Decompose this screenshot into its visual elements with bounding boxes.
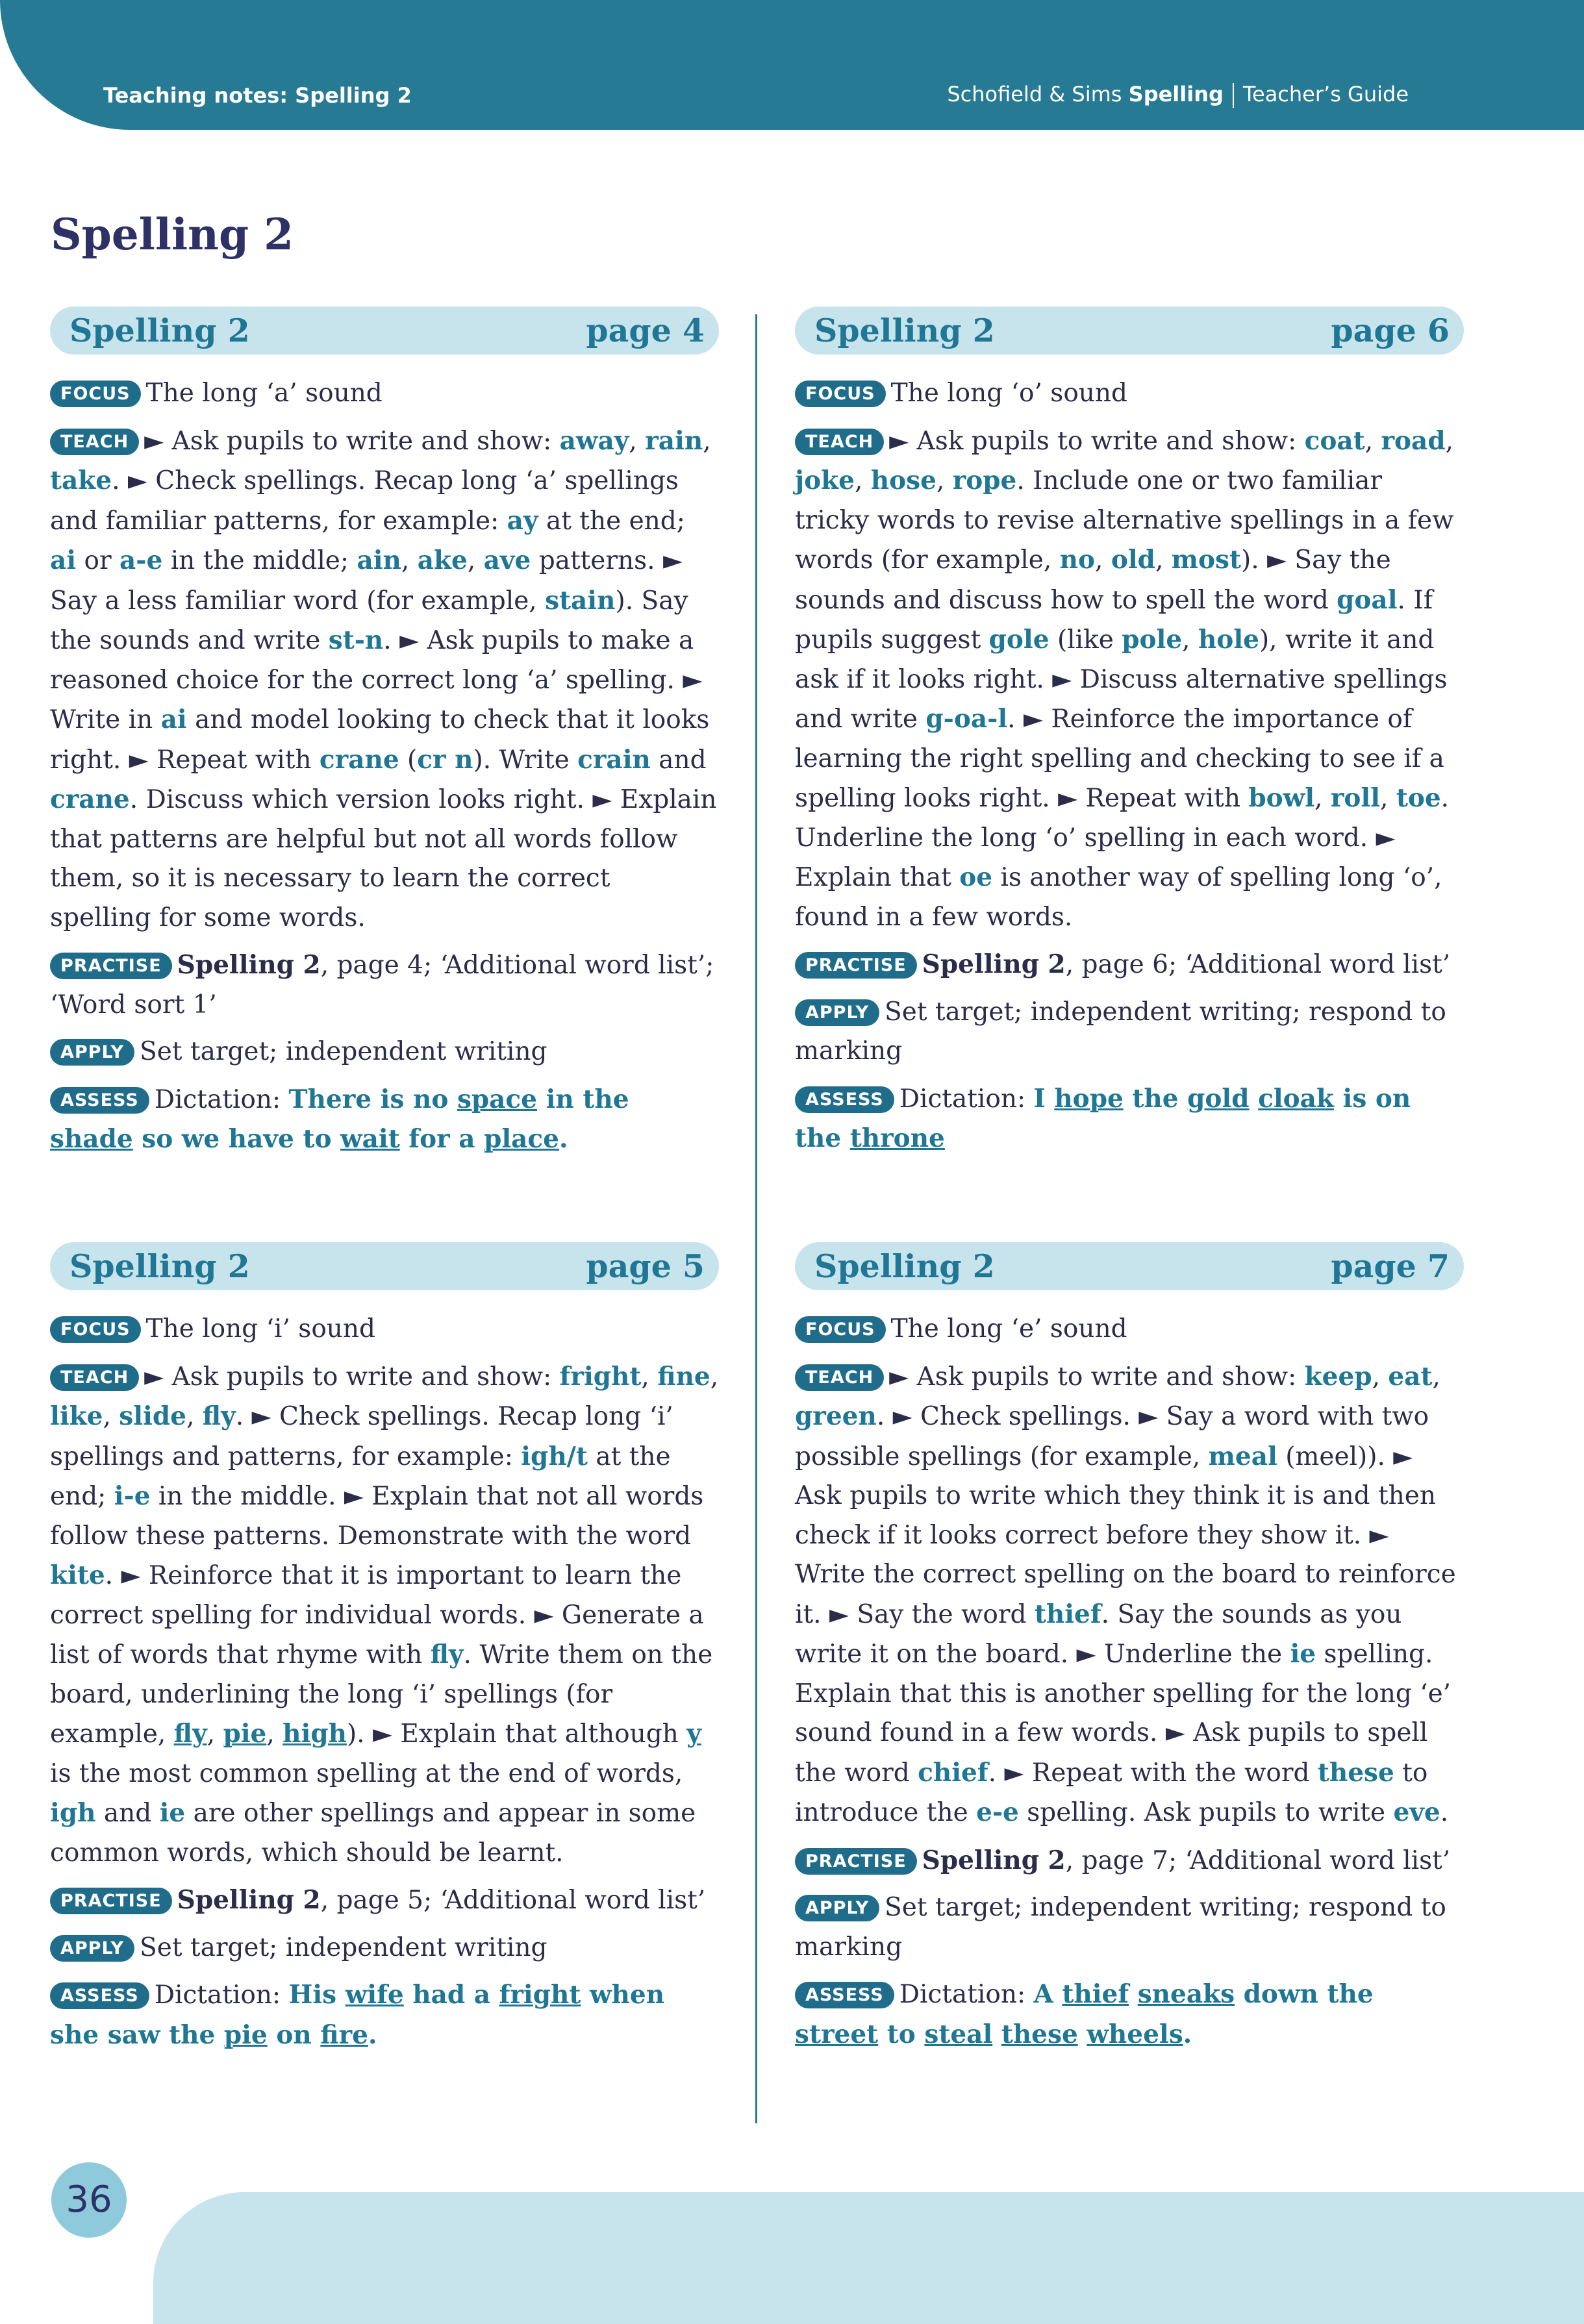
keyword: goal — [1337, 584, 1398, 615]
text-run: , — [710, 1362, 719, 1392]
section-page-ref: page 6 — [1331, 312, 1450, 349]
text-run: . Say the sounds as you write it on the board. ► Underline the — [795, 1599, 1402, 1669]
focus-badge: FOCUS — [795, 381, 886, 407]
keyword: gold — [1187, 1083, 1250, 1114]
text-run: . ► Reinforce the importance of learning the right spelling and checking to see if a spelling looks right. ► Repeat with — [795, 705, 1444, 813]
keyword: steal — [924, 2019, 993, 2049]
column-divider — [755, 314, 757, 2123]
teach-badge: TEACH — [50, 429, 139, 455]
section-header-pill — [50, 306, 719, 355]
text-run: , — [186, 1402, 203, 1431]
apply-badge: APPLY — [50, 1935, 134, 1962]
text-run: . ► Check spellings. ► Say a word with two possible spellings (for example, — [795, 1402, 1429, 1471]
focus-text: The long ‘i’ sound — [145, 1314, 375, 1343]
keyword: bowl — [1248, 783, 1315, 813]
keyword: i-e — [114, 1481, 151, 1511]
header-guide: Teacher’s Guide — [1242, 82, 1409, 106]
keyword: His — [288, 1980, 346, 2010]
text-run: , — [1372, 1362, 1389, 1392]
text-run: , page 7; ‘Additional word list’ — [1065, 1845, 1451, 1875]
keyword: . — [1183, 2019, 1192, 2049]
text-run: , — [629, 426, 646, 456]
apply-badge: APPLY — [795, 999, 879, 1026]
teach-badge: TEACH — [795, 429, 884, 455]
text-run: ). ► Say the sounds and discuss how to spell the word — [795, 545, 1391, 615]
keyword: so we have to — [132, 1124, 341, 1154]
keyword: ai — [160, 705, 187, 734]
header-band — [0, 0, 1584, 130]
text-run: Dictation: — [154, 1084, 289, 1114]
keyword: y — [686, 1719, 701, 1749]
keyword: A — [1033, 1979, 1062, 2009]
keyword: these — [1001, 2019, 1078, 2049]
text-run: , — [703, 426, 711, 456]
assess-row — [50, 1975, 719, 2055]
apply-row — [795, 1888, 1464, 1967]
text-run: is another way of spelling long ‘o’, found in a few words. — [795, 863, 1442, 932]
keyword: a-e — [119, 545, 163, 575]
teach-row — [50, 1357, 719, 1873]
keyword: in the — [537, 1084, 629, 1114]
text-run: . — [1440, 1798, 1449, 1827]
keyword: g-oa-l — [925, 704, 1008, 734]
keyword: eve — [1393, 1797, 1440, 1827]
apply-row — [795, 993, 1464, 1071]
section-title: Spelling 2 — [69, 312, 250, 349]
keyword: fine — [657, 1361, 710, 1392]
keyword: hose — [870, 466, 937, 495]
section-title: Spelling 2 — [814, 1247, 995, 1285]
book-title: Spelling 2 — [922, 949, 1066, 979]
keyword — [1078, 2019, 1087, 2049]
text-run: ( — [399, 745, 418, 775]
text-run: , — [1314, 784, 1331, 813]
keyword: . — [368, 2019, 377, 2050]
section-header-pill — [795, 306, 1464, 355]
keyword: crain — [577, 744, 651, 775]
text-run: . ► Check spellings. Recap long ‘i’ spellings and patterns, for example: — [50, 1402, 673, 1471]
keyword: fright — [559, 1361, 642, 1392]
practise-row — [50, 1880, 719, 1921]
keyword: gole — [988, 625, 1050, 655]
apply-row — [50, 1929, 719, 1968]
text-run: or — [76, 546, 120, 575]
keyword: for a — [399, 1124, 484, 1154]
text-run: to introduce the — [795, 1758, 1428, 1827]
keyword: street — [795, 2019, 879, 2049]
keyword: pie — [223, 2019, 268, 2050]
section-page-5 — [50, 1242, 719, 2063]
focus-badge: FOCUS — [50, 1316, 141, 1343]
practise-row — [50, 945, 719, 1025]
text-run: , — [1095, 545, 1111, 575]
text-run: , — [1182, 625, 1198, 655]
keyword: ave — [483, 545, 531, 575]
keyword: wife — [345, 1980, 404, 2010]
text-run: , — [936, 466, 953, 495]
keyword: meal — [1208, 1441, 1277, 1471]
keyword: cloak — [1258, 1083, 1334, 1114]
keyword: fly — [202, 1401, 236, 1431]
practise-row — [795, 945, 1464, 985]
practise-badge: PRACTISE — [795, 952, 917, 979]
keyword: oe — [959, 862, 993, 892]
text-run: . Write them on the board, underlining the long ‘i’ spellings (for example, — [50, 1640, 713, 1749]
text-run: , — [103, 1402, 119, 1431]
keyword: eat — [1388, 1361, 1433, 1392]
keyword: ake — [417, 545, 468, 575]
book-title: Spelling 2 — [922, 1845, 1066, 1875]
assess-badge: ASSESS — [795, 1086, 894, 1113]
header-separator — [1233, 83, 1234, 108]
keyword: ie — [1290, 1639, 1316, 1669]
text-run: is the most common spelling at the end of words, — [50, 1758, 683, 1788]
teach-badge: TEACH — [795, 1364, 884, 1391]
keyword: igh/t — [521, 1441, 588, 1471]
focus-badge: FOCUS — [795, 1316, 886, 1343]
keyword: pie — [223, 1719, 267, 1749]
keyword: like — [50, 1401, 103, 1431]
text-run: , page 6; ‘Additional word list’ — [1065, 950, 1451, 979]
keyword: is on the — [795, 1083, 1411, 1153]
text-run: ). ► Explain that although — [346, 1719, 687, 1749]
focus-row — [795, 1310, 1464, 1349]
assess-badge: ASSESS — [795, 1982, 894, 2008]
keyword: the — [1123, 1083, 1188, 1114]
text-run: and model looking to check that it looks right. ► Repeat with — [50, 705, 710, 775]
keyword: hope — [1054, 1083, 1124, 1114]
section-page-4 — [50, 306, 719, 1168]
practise-badge: PRACTISE — [795, 1848, 917, 1875]
assess-badge: ASSESS — [50, 1087, 149, 1114]
assess-badge: ASSESS — [50, 1982, 149, 2009]
practise-row — [795, 1841, 1464, 1881]
book-title: Spelling 2 — [177, 1885, 321, 1915]
keyword: fire — [320, 2019, 368, 2050]
header-brand-bold: Spelling — [1128, 82, 1224, 106]
keyword: joke — [795, 466, 855, 495]
keyword: hole — [1198, 625, 1259, 655]
keyword: . — [559, 1124, 568, 1154]
focus-row — [50, 374, 719, 414]
keyword: pole — [1122, 625, 1183, 655]
section-title: Spelling 2 — [69, 1247, 250, 1285]
keyword: kite — [50, 1560, 105, 1590]
text-run: ), write it and ask if it looks right. ► Discuss alternative spellings and write — [795, 625, 1448, 734]
page-title: Spelling 2 — [51, 209, 294, 260]
teach-badge: TEACH — [50, 1364, 139, 1391]
text-run: Dictation: — [899, 1980, 1034, 2009]
keyword: ain — [357, 545, 401, 575]
text-run: ► Ask pupils to write and show: — [144, 1362, 560, 1392]
book-title: Spelling 2 — [177, 950, 321, 980]
text-run: Set target; independent writing — [140, 1037, 547, 1066]
keyword: throne — [849, 1123, 945, 1153]
focus-text: The long ‘a’ sound — [145, 379, 383, 408]
section-title: Spelling 2 — [814, 312, 995, 349]
keyword: most — [1171, 545, 1241, 575]
keyword: to — [878, 2019, 925, 2049]
keyword: I — [1033, 1083, 1055, 1114]
text-run: , — [641, 1362, 658, 1392]
text-run: . Include one or two familiar tricky words to revise alternative spellings in a few words (for example, — [795, 466, 1454, 575]
text-run: , page 4; ‘Additional word list’; ‘Word sort 1’ — [50, 951, 714, 1019]
keyword: wait — [340, 1124, 400, 1154]
text-run: spelling. Ask pupils to write — [1018, 1798, 1394, 1827]
keyword: stain — [545, 585, 616, 616]
keyword: away — [559, 425, 629, 456]
text-run: patterns. ► Say a less familiar word (for example, — [50, 546, 683, 616]
text-run: spelling. Explain that this is another spelling for the long ‘e’ sound found in a few words. ► Ask pupils to spell the word — [795, 1640, 1452, 1788]
keyword: chief — [918, 1757, 988, 1788]
section-page-ref: page 7 — [1331, 1247, 1450, 1285]
practise-badge: PRACTISE — [50, 1888, 172, 1914]
apply-row — [50, 1032, 719, 1072]
text-run: , page 5; ‘Additional word list’ — [320, 1886, 706, 1915]
keyword: had a — [403, 1980, 499, 2010]
assess-row — [50, 1080, 719, 1160]
focus-text: The long ‘e’ sound — [890, 1314, 1127, 1343]
text-run: (meel)). ► Ask pupils to write which they think it is and then check if it looks correct before they show it. ► Write the correct spelling on the board to reinforce it. ► Say the word — [795, 1442, 1456, 1629]
teach-row — [50, 421, 719, 938]
keyword: slide — [119, 1401, 186, 1431]
keyword: e-e — [976, 1797, 1019, 1827]
text-run: and — [95, 1799, 160, 1828]
text-run: Set target; independent writing — [140, 1932, 547, 1962]
keyword: There is no — [288, 1084, 457, 1114]
text-run: . ► Ask pupils to make a reasoned choice for the correct long ‘a’ spelling. ► Write in — [50, 626, 703, 734]
keyword: green — [795, 1401, 877, 1431]
keyword: ie — [159, 1798, 186, 1828]
keyword: down the — [1235, 1979, 1374, 2009]
text-run: Dictation: — [154, 1980, 289, 2010]
assess-row — [795, 1975, 1464, 2055]
text-run: in the middle. ► Explain that not all words follow these patterns. Demonstrate with the word — [50, 1482, 704, 1551]
text-run: . ► Check spellings. Recap long ‘a’ spellings and familiar patterns, for example: — [50, 466, 679, 536]
text-run: ► Ask pupils to write and show: — [144, 426, 560, 456]
text-run: are other spellings and appear in some common words, which should be learnt. — [50, 1799, 696, 1868]
keyword: space — [457, 1084, 537, 1114]
text-run: , — [1445, 426, 1453, 456]
keyword: roll — [1330, 783, 1381, 813]
keyword: crane — [50, 784, 130, 814]
apply-badge: APPLY — [795, 1895, 879, 1921]
text-run: and — [650, 745, 707, 775]
keyword: st-n — [328, 625, 384, 655]
text-run: , — [266, 1719, 283, 1749]
keyword: sneaks — [1137, 1979, 1235, 2009]
keyword: ay — [507, 505, 538, 536]
keyword: keep — [1304, 1361, 1372, 1392]
assess-row — [795, 1079, 1464, 1159]
keyword: thief — [1034, 1599, 1101, 1629]
keyword: rain — [645, 425, 703, 456]
text-run: . Underline the long ‘o’ spelling in each word. ► Explain that — [795, 784, 1450, 892]
keyword: no — [1059, 545, 1096, 575]
keyword: high — [283, 1719, 347, 1749]
keyword: fly — [173, 1719, 207, 1749]
header-section-title: Teaching notes: Spelling 2 — [103, 83, 412, 108]
focus-row — [795, 374, 1464, 414]
text-run: ► Ask pupils to write and show: — [889, 426, 1305, 456]
teach-row — [795, 1357, 1464, 1833]
keyword: cr n — [417, 744, 473, 775]
keyword: rope — [952, 466, 1017, 495]
keyword: old — [1111, 545, 1155, 575]
section-page-ref: page 5 — [586, 1247, 705, 1285]
text-run: ► Ask pupils to write and show: — [889, 1362, 1305, 1392]
text-run: , — [401, 546, 418, 575]
focus-badge: FOCUS — [50, 381, 141, 407]
page-number: 36 — [51, 2162, 127, 2238]
section-header-pill — [50, 1242, 719, 1290]
keyword: when she saw the — [50, 1980, 665, 2050]
focus-text: The long ‘o’ sound — [890, 379, 1127, 408]
text-run: Dictation: — [899, 1084, 1034, 1114]
keyword: wheels — [1087, 2019, 1183, 2049]
text-run: ). Write — [473, 745, 578, 775]
keyword: on — [267, 2019, 321, 2050]
keyword: crane — [319, 744, 399, 775]
keyword: shade — [50, 1124, 133, 1154]
keyword: take — [50, 466, 112, 495]
text-run: ). Say the sounds and write — [50, 586, 688, 655]
keyword — [1129, 1979, 1138, 2009]
keyword: road — [1381, 425, 1446, 456]
text-run: , — [1364, 426, 1381, 456]
keyword: coat — [1304, 425, 1365, 456]
text-run: . Discuss which version looks right. ► Explain that patterns are helpful but not all words follow them, so it is necessary to learn the correct spelling for some words. — [50, 785, 717, 932]
keyword — [992, 2019, 1001, 2049]
text-run: Set target; independent writing; respond to marking — [795, 1893, 1446, 1962]
header-brand-prefix: Schofield & Sims — [947, 82, 1122, 106]
text-run: . ► Reinforce that it is important to learn the correct spelling for individual words. ► Generate a list of words that rhyme with — [50, 1561, 704, 1669]
text-run: , — [1380, 784, 1396, 813]
text-run: , — [1432, 1362, 1440, 1392]
text-run: , — [207, 1719, 223, 1749]
section-page-7 — [795, 1242, 1464, 2062]
text-run: at the end; — [50, 1442, 671, 1511]
keyword: thief — [1062, 1979, 1129, 2009]
text-run: , — [1155, 545, 1172, 575]
focus-row — [50, 1310, 719, 1349]
text-run: (like — [1049, 625, 1122, 655]
text-run: , — [854, 466, 871, 495]
keyword: fright — [499, 1980, 581, 2010]
section-header-pill — [795, 1242, 1464, 1290]
keyword: ai — [50, 545, 77, 575]
keyword: fly — [430, 1640, 464, 1669]
practise-badge: PRACTISE — [50, 953, 172, 979]
keyword: place — [484, 1124, 559, 1154]
text-run: at the end; — [538, 506, 685, 536]
keyword: toe — [1396, 783, 1441, 813]
keyword: these — [1317, 1757, 1394, 1788]
footer-band — [153, 2192, 1584, 2324]
header-publication — [947, 82, 1409, 108]
section-page-ref: page 4 — [586, 312, 705, 349]
text-run: in the middle; — [162, 546, 357, 575]
text-run: Set target; independent writing; respond to marking — [795, 997, 1446, 1066]
apply-badge: APPLY — [50, 1039, 134, 1066]
text-run: . If pupils suggest — [795, 585, 1433, 655]
keyword: igh — [50, 1798, 96, 1828]
text-run: . ► Repeat with the word — [988, 1758, 1318, 1788]
teach-row — [795, 421, 1464, 938]
text-run: , — [467, 546, 484, 575]
section-page-6 — [795, 306, 1464, 1167]
keyword — [1250, 1084, 1259, 1114]
